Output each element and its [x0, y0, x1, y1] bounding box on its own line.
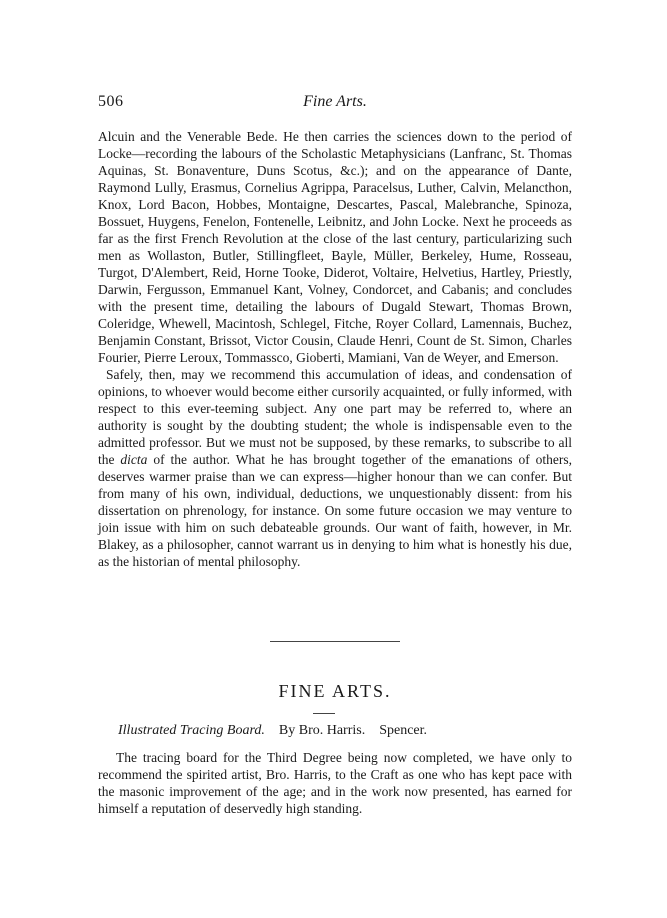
- running-head: [98, 93, 572, 113]
- paragraph-philosophers: Alcuin and the Venerable Bede. He then carries the sciences down to the period of Locke—recording the labours of the Scholastic Metaphysicians (Lanfranc, St. Thomas Aquinas, St. Bonaventure, Duns Scotus, &c.); and on the appearance of Dante, Raymond Lully, Erasmus, Cornelius Agrippa, Paracelsus, Luther, Calvin, Melancthon, Knox, Lord Bacon, Hobbes, Montaigne, Descartes, Pascal, Malebranche, Spinoza, Bossuet, Huygens, Fenelon, Fontenelle, Leibnitz, and John Locke. Next he proceeds as far as the first French Revolution at the close of the last century, particularizing such men as Wollaston, Butler, Stillingfleet, Bayle, Müller, Berkeley, Hume, Rosseau, Turgot, D'Alembert, Reid, Horne Tooke, Diderot, Voltaire, Helvetius, Hartley, Priestly, Darwin, Fergusson, Emmanuel Kant, Volney, Condorcet, and Cabanis; and concludes with the present time, detailing the labours of Dugald Stewart, Thomas Brown, Coleridge, Whewell, Macintosh, Schlegel, Fitche, Royer Collard, Lamennais, Buchez, Benjamin Constant, Brissot, Victor Cousin, Claude Henri, Count de St. Simon, Charles Fourier, Pierre Leroux, Tommassco, Gioberti, Mamiani, Van de Weyer, and Emerson.: [98, 129, 572, 365]
- paragraph-recommendation: [98, 366, 572, 570]
- review-publisher: Spencer.: [379, 723, 428, 738]
- dicta-word: dicta: [120, 452, 148, 467]
- paragraph-recommendation-part2: of the author. What he has brought together of the emanations of others, deserves warmer praise than we can express—higher honour than we can confer. But from many of his own, individual, deductions, we unquestionably dissent: from his dissertation on phrenology, for instance. On some future occasion we may venture to join issue with him on such debateable grounds. Our want of faith, however, in Mr. Blakey, as a philosopher, cannot warrant us in denying to him what is honestly his due, as the historian of mental philosophy.: [98, 452, 572, 569]
- main-text: [98, 128, 572, 570]
- section-divider: [270, 641, 400, 642]
- review-book-title: Illustrated Tracing Board.: [118, 723, 265, 738]
- review-text: The tracing board for the Third Degree being now completed, we have only to recommend the spirited artist, Bro. Harris, to the Craft as one who has kept pace with the masonic improvement of the age; and in the work now presented, has earned for himself a reputation of deservedly high standing.: [98, 750, 572, 816]
- title-underline: [313, 713, 335, 714]
- review-author: By Bro. Harris.: [278, 723, 366, 738]
- review-heading: [118, 723, 427, 739]
- running-title: Fine Arts.: [303, 93, 367, 110]
- paragraph-recommendation-part1: Safely, then, may we recommend this accumulation of ideas, and condensation of opinions, to whoever would become either cursorily acquainted, or fully informed, with respect to this ever-teeming subject. Any one part may be referred to, where an authority is sought by the doubting student; the whole is indispensable even to the admitted professor. But we must not be supposed, by these remarks, to subscribe to all the: [98, 367, 572, 467]
- section-title: FINE ARTS.: [278, 681, 392, 701]
- page-number: 506: [98, 93, 124, 110]
